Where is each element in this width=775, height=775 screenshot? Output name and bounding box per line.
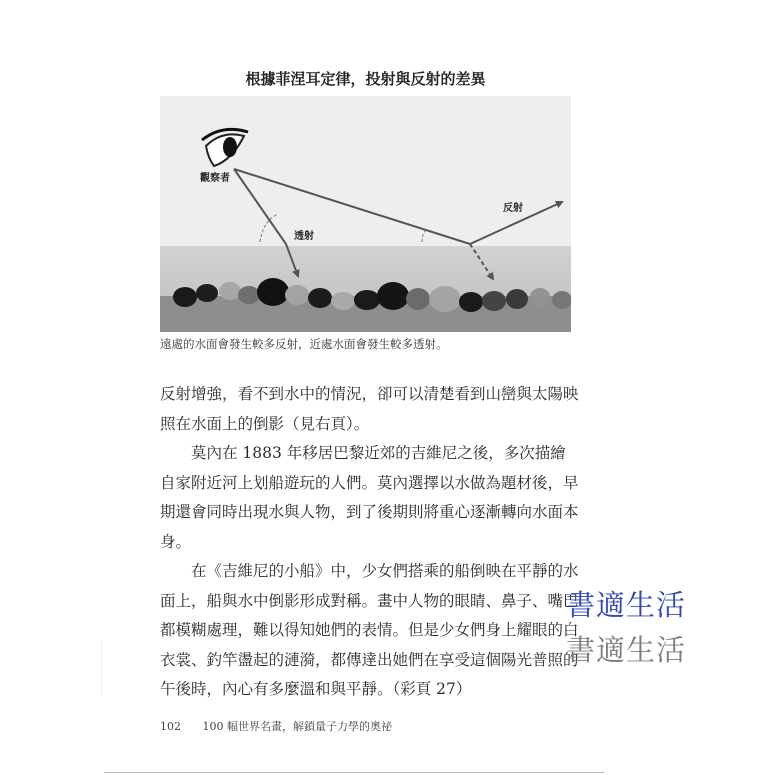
body-text xyxy=(160,380,580,705)
watermark-gray: 書適生活 xyxy=(566,633,687,667)
paragraph: 反射增強，看不到水中的情況，卻可以清楚看到山巒與太陽映照在水面上的倒影（見右頁）。 xyxy=(160,385,579,433)
transmission-label: 透射 xyxy=(294,231,314,242)
paragraph: 莫內在 1883 年移居巴黎近郊的吉維尼之後，多次描繪自家附近河上划船遊玩的人們。莫內選擇以水做為題材後，早期還會同時出現水與人物，到了後期則將重心逐漸轉向水面本身。 xyxy=(160,444,579,551)
sky-area xyxy=(160,96,571,246)
paragraph: 在《吉維尼的小船》中，少女們搭乘的船倒映在平靜的水面上，船與水中倒影形成對稱。畫中人物的眼睛、鼻子、嘴巴都模糊處理，難以得知她們的表情。但是少女們身上耀眼的白衣裳、釣竿盪起的漣漪，都傳達出她們在享受這個陽光普照的午後時，內心有多麼溫和與平靜。（彩頁 27） xyxy=(160,562,579,698)
margin-line xyxy=(101,640,102,695)
figure-title: 根據菲涅耳定律，投射與反射的差異 xyxy=(245,70,486,88)
fresnel-diagram xyxy=(160,96,571,332)
book-title: 100 幅世界名畫，解鎖量子力學的奧祕 xyxy=(202,720,392,733)
reflection-label: 反射 xyxy=(503,203,523,214)
page-number: 102 xyxy=(160,720,181,733)
watermark-blue: 書適生活 xyxy=(566,588,687,622)
observer-label: 觀察者 xyxy=(200,173,230,184)
page-footer xyxy=(160,718,392,734)
figure-caption: 遠處的水面會發生較多反射，近處水面會發生較多透射。 xyxy=(160,337,448,351)
bottom-divider xyxy=(104,772,604,773)
